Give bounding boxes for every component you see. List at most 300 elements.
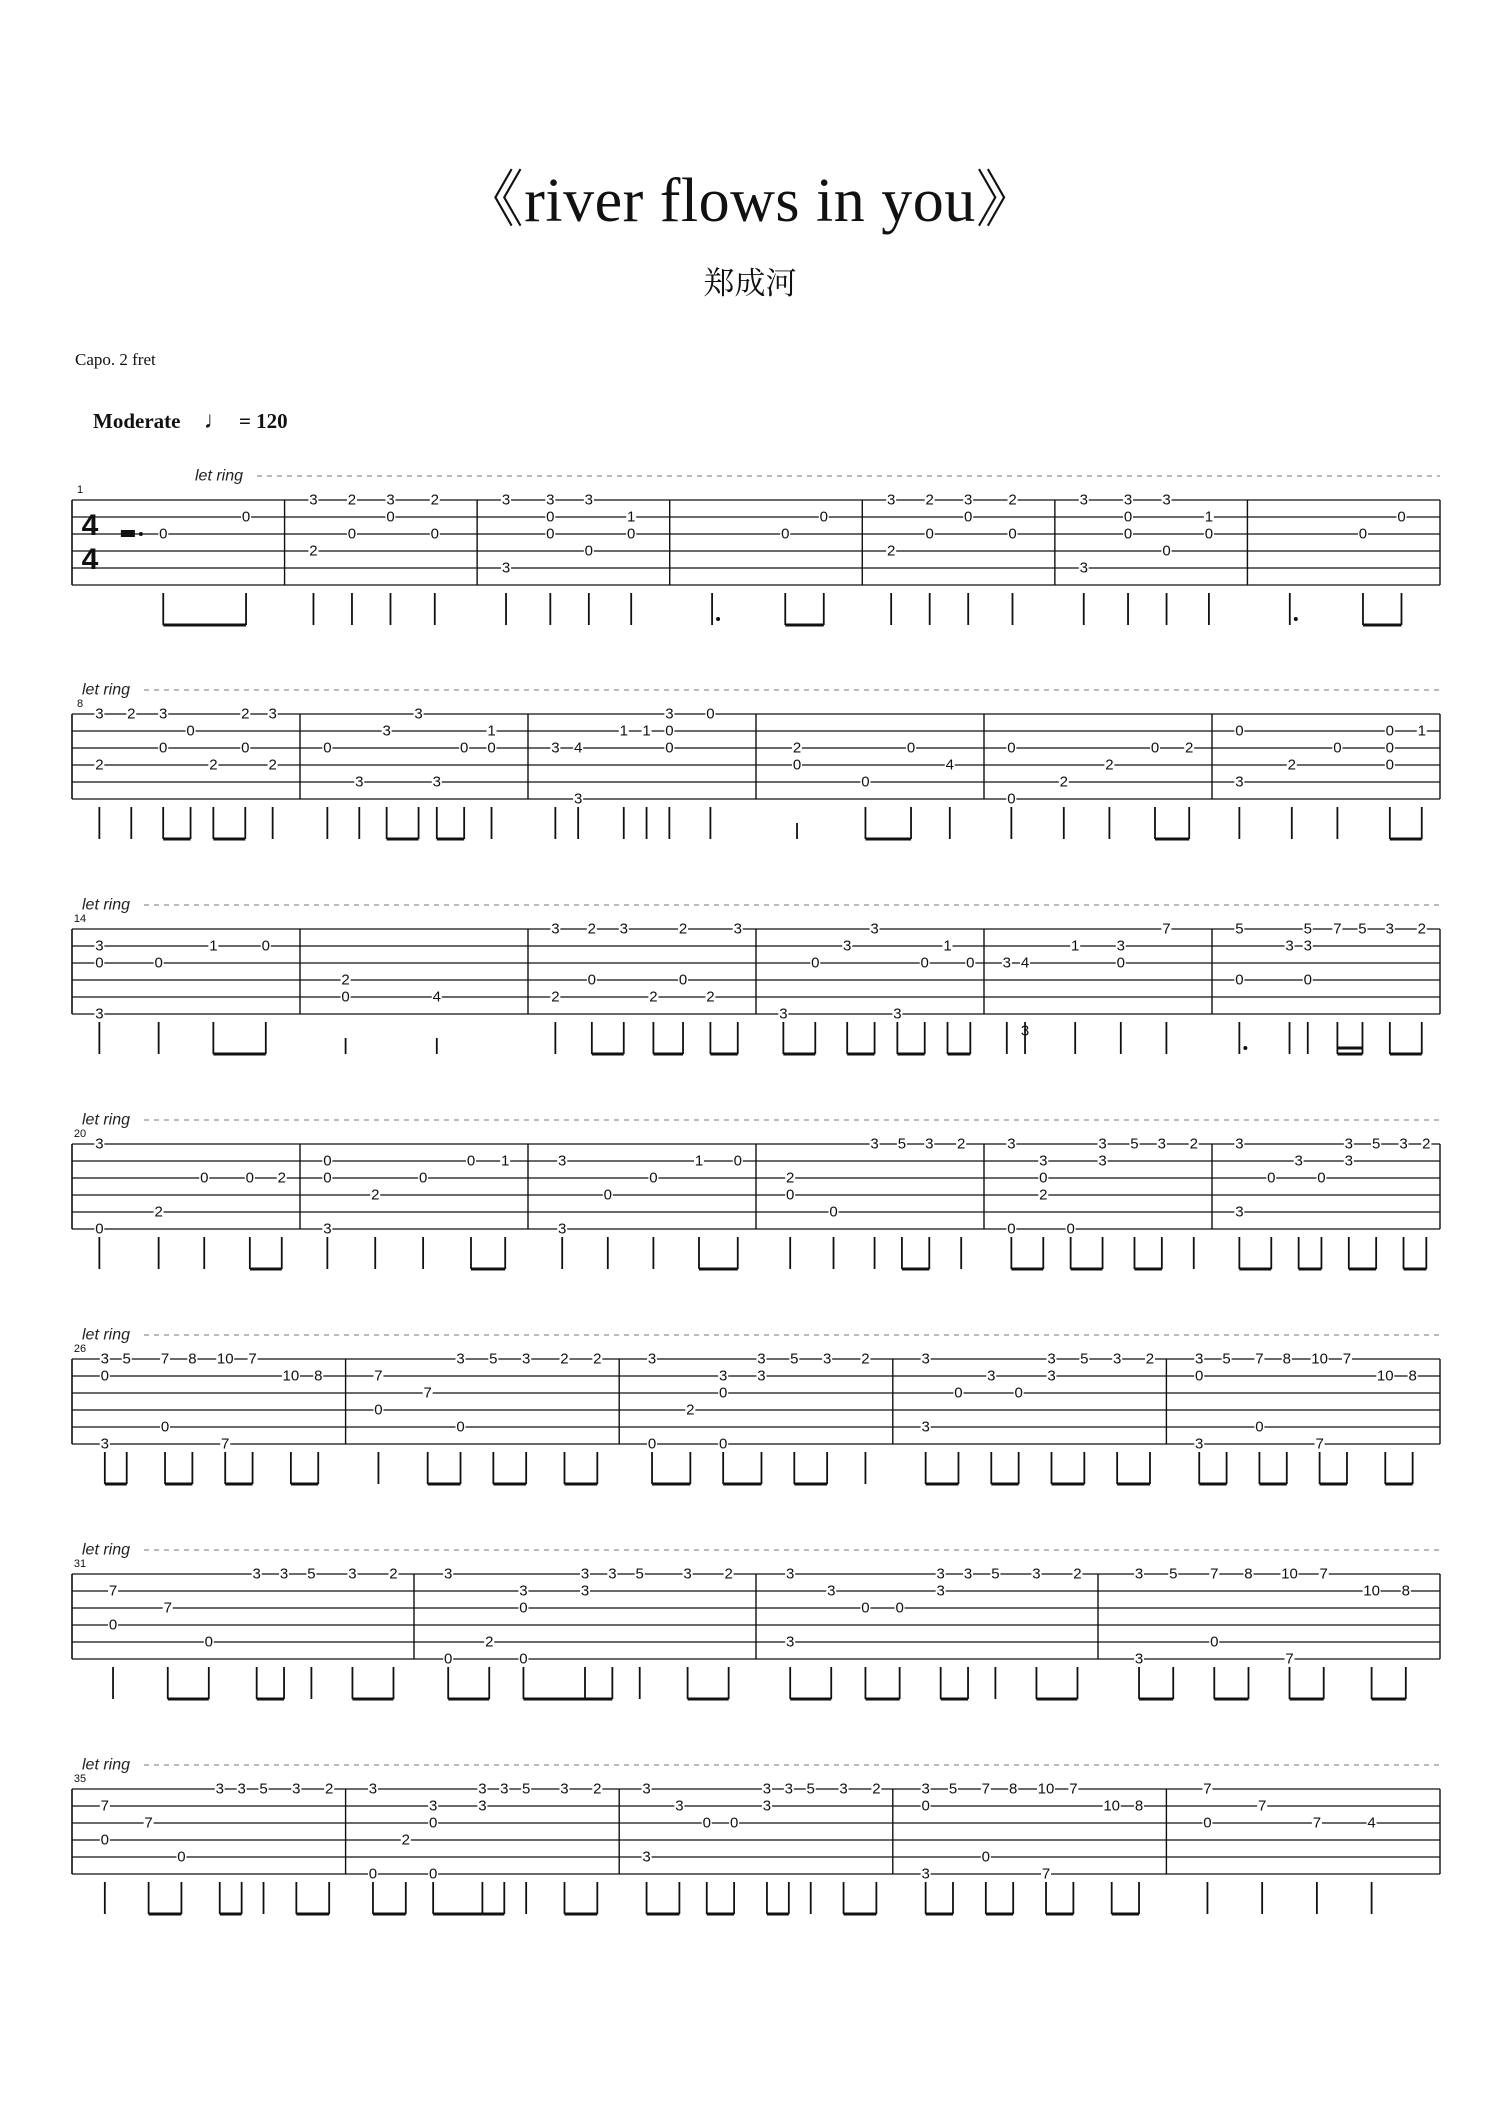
- fret-number: 3: [1032, 1565, 1041, 1583]
- fret-number: 0: [444, 1650, 453, 1668]
- fret-number: 3: [642, 1848, 651, 1866]
- fret-number: 2: [593, 1350, 602, 1368]
- fret-number: 0: [1333, 739, 1342, 757]
- fret-number: 0: [159, 525, 168, 543]
- fret-number: 0: [108, 1616, 118, 1634]
- fret-number: 5: [522, 1780, 531, 1798]
- fret-number: 7: [1162, 920, 1171, 938]
- fret-number: 5: [897, 1135, 907, 1153]
- fret-number: 5: [635, 1565, 644, 1583]
- let-ring-label: let ring: [82, 1111, 131, 1129]
- fret-number: 0: [241, 739, 250, 757]
- fret-number: 7: [1285, 1650, 1294, 1668]
- fret-number: 3: [839, 1780, 848, 1798]
- fret-number: 5: [1222, 1350, 1231, 1368]
- fret-number: 0: [819, 508, 828, 526]
- fret-number: 3: [558, 1152, 567, 1170]
- fret-number: 3: [519, 1582, 528, 1600]
- fret-number: 2: [1059, 773, 1068, 791]
- fret-number: 0: [603, 1186, 612, 1204]
- fret-number: 3: [560, 1780, 569, 1798]
- fret-number: 10: [1103, 1797, 1121, 1815]
- fret-number: 3: [870, 920, 879, 938]
- fret-number: 2: [925, 491, 934, 509]
- fret-number: 0: [347, 525, 357, 543]
- fret-number: 0: [966, 954, 975, 972]
- fret-number: 7: [1312, 1814, 1322, 1832]
- fret-number: 0: [466, 1152, 476, 1170]
- fret-number: 2: [1189, 1135, 1198, 1153]
- fret-number: 3: [386, 491, 395, 509]
- fret-number: 5: [1303, 920, 1312, 938]
- fret-number: 3: [936, 1565, 945, 1583]
- measure-number: 20: [73, 1128, 87, 1140]
- fret-number: 3: [1235, 1203, 1244, 1221]
- tab-system: [72, 1542, 1440, 1700]
- fret-number: 8: [1408, 1367, 1417, 1385]
- fret-number: 3: [456, 1350, 465, 1368]
- fret-number: 3: [501, 559, 511, 577]
- fret-number: 5: [806, 1780, 815, 1798]
- fret-number: 3: [1020, 1022, 1030, 1040]
- measure-number: 35: [73, 1773, 87, 1785]
- fret-number: 0: [1008, 525, 1017, 543]
- tab-system: [72, 682, 1440, 840]
- fret-number: 1: [501, 1152, 510, 1170]
- fret-number: 7: [1342, 1350, 1352, 1368]
- fret-number: 2: [154, 1203, 163, 1221]
- fret-number: 3: [1098, 1152, 1107, 1170]
- fret-number: 2: [1039, 1186, 1048, 1204]
- fret-number: 1: [209, 937, 218, 955]
- fret-number: 0: [386, 508, 395, 526]
- fret-number: 0: [487, 739, 496, 757]
- fret-number: 7: [221, 1435, 230, 1453]
- fret-number: 7: [374, 1367, 383, 1385]
- fret-number: 3: [786, 1565, 795, 1583]
- fret-number: 0: [925, 525, 934, 543]
- fret-number: 5: [790, 1350, 799, 1368]
- fret-number: 1: [1204, 508, 1214, 526]
- fret-number: 0: [341, 988, 350, 1006]
- fret-number: 3: [1195, 1435, 1204, 1453]
- song-title: 《river flows in you》: [461, 167, 1039, 235]
- fret-number: 3: [215, 1780, 224, 1798]
- fret-number: 3: [936, 1582, 945, 1600]
- tempo-value: = 120: [238, 409, 288, 433]
- capo-note: Capo. 2 fret: [75, 350, 156, 369]
- fret-number: 0: [1385, 739, 1395, 757]
- fret-number: 0: [100, 1831, 110, 1849]
- fret-number: 0: [1317, 1169, 1326, 1187]
- fret-number: 0: [1123, 508, 1133, 526]
- fret-number: 3: [1112, 1350, 1122, 1368]
- let-ring-label: let ring: [82, 681, 131, 699]
- fret-number: 3: [963, 1565, 973, 1583]
- fret-number: 2: [1008, 491, 1017, 509]
- fret-number: 10: [216, 1350, 234, 1368]
- fret-number: 3: [665, 705, 674, 723]
- fret-number: 0: [1235, 722, 1244, 740]
- fret-number: 3: [444, 1565, 453, 1583]
- fret-number: 5: [948, 1780, 958, 1798]
- fret-number: 3: [268, 705, 277, 723]
- fret-number: 3: [1116, 937, 1125, 955]
- fret-number: 2: [686, 1401, 695, 1419]
- fret-number: 2: [649, 988, 658, 1006]
- fret-number: 2: [560, 1350, 569, 1368]
- fret-number: 3: [558, 1220, 567, 1238]
- fret-number: 0: [1267, 1169, 1276, 1187]
- fret-number: 3: [784, 1780, 794, 1798]
- fret-number: 7: [1203, 1780, 1212, 1798]
- fret-number: 3: [478, 1780, 487, 1798]
- fret-number: 8: [188, 1350, 197, 1368]
- fret-number: 3: [355, 773, 364, 791]
- fret-number: 3: [1162, 491, 1171, 509]
- fret-number: 0: [921, 1797, 930, 1815]
- fret-number: 0: [261, 937, 270, 955]
- fret-number: 0: [920, 954, 929, 972]
- fret-number: 2: [430, 491, 439, 509]
- fret-number: 0: [718, 1384, 728, 1402]
- fret-number: 7: [1210, 1565, 1219, 1583]
- fret-number: 3: [478, 1797, 487, 1815]
- fret-number: 3: [843, 937, 852, 955]
- fret-number: 3: [501, 491, 511, 509]
- fret-number: 3: [786, 1633, 795, 1651]
- fret-number: 3: [642, 1780, 651, 1798]
- fret-number: 0: [733, 1152, 742, 1170]
- fret-number: 0: [430, 525, 439, 543]
- fret-number: 0: [160, 1418, 170, 1436]
- fret-number: 3: [921, 1350, 930, 1368]
- fret-number: 7: [1069, 1780, 1078, 1798]
- fret-number: 0: [647, 1435, 657, 1453]
- fret-number: 3: [95, 705, 104, 723]
- fret-number: 3: [893, 1005, 902, 1023]
- fret-number: 0: [1397, 508, 1406, 526]
- fret-number: 0: [1235, 971, 1244, 989]
- fret-number: 7: [423, 1384, 432, 1402]
- fret-number: 0: [786, 1186, 795, 1204]
- fret-number: 0: [829, 1203, 838, 1221]
- fret-number: 7: [108, 1582, 118, 1600]
- fret-number: 3: [1294, 1152, 1303, 1170]
- fret-number: 0: [368, 1865, 378, 1883]
- fret-number: 0: [649, 1169, 658, 1187]
- fret-number: 0: [459, 739, 469, 757]
- fret-number: 2: [241, 705, 250, 723]
- fret-number: 3: [323, 1220, 332, 1238]
- fret-number: 0: [729, 1814, 739, 1832]
- fret-number: 3: [1344, 1152, 1353, 1170]
- fret-number: 0: [1210, 1633, 1219, 1651]
- fret-number: 0: [1203, 1814, 1212, 1832]
- fret-number: 5: [122, 1350, 131, 1368]
- fret-number: 0: [519, 1650, 528, 1668]
- fret-number: 2: [347, 491, 357, 509]
- let-ring-label: let ring: [82, 1756, 131, 1774]
- fret-number: 0: [1358, 525, 1368, 543]
- fret-number: 3: [1039, 1152, 1048, 1170]
- fret-number: 0: [981, 1848, 990, 1866]
- fret-number: 5: [1358, 920, 1367, 938]
- fret-number: 0: [546, 508, 555, 526]
- time-signature-bottom: 4: [81, 543, 99, 576]
- tab-system: [72, 468, 1440, 626]
- fret-number: 3: [647, 1350, 657, 1368]
- fret-number: 3: [619, 920, 628, 938]
- fret-number: 7: [144, 1814, 153, 1832]
- fret-number: 2: [1145, 1350, 1155, 1368]
- fret-number: 0: [1014, 1384, 1023, 1402]
- fret-number: 3: [1235, 773, 1244, 791]
- fret-number: 0: [186, 722, 195, 740]
- fret-number: 0: [702, 1814, 711, 1832]
- fret-number: 5: [489, 1350, 498, 1368]
- fret-number: 0: [95, 1220, 104, 1238]
- fret-number: 3: [573, 790, 583, 808]
- fret-number: 0: [1255, 1418, 1264, 1436]
- quarter-note-icon: ♩: [203, 408, 228, 434]
- fret-number: 3: [762, 1797, 772, 1815]
- fret-number: 0: [200, 1169, 209, 1187]
- fret-number: 3: [432, 773, 441, 791]
- fret-number: 3: [1399, 1135, 1408, 1153]
- time-signature-top: 4: [81, 509, 99, 542]
- fret-number: 0: [1195, 1367, 1204, 1385]
- fret-number: 3: [1344, 1135, 1353, 1153]
- fret-number: 3: [762, 1780, 772, 1798]
- measure-number: 31: [73, 1558, 87, 1570]
- fret-number: 2: [706, 988, 715, 1006]
- fret-number: 3: [584, 491, 594, 509]
- fret-number: 5: [991, 1565, 1000, 1583]
- fret-number: 0: [1150, 739, 1160, 757]
- fret-number: 2: [678, 920, 688, 938]
- fret-number: 0: [519, 1599, 528, 1617]
- fret-number: 3: [580, 1582, 590, 1600]
- fret-number: 3: [1079, 559, 1088, 577]
- fret-number: 3: [1047, 1350, 1056, 1368]
- fret-number: 1: [619, 722, 628, 740]
- fret-number: 10: [1363, 1582, 1380, 1600]
- fret-number: 10: [282, 1367, 300, 1385]
- fret-number: 0: [1385, 722, 1395, 740]
- composer-name: 郑成河: [703, 266, 797, 302]
- fret-number: 2: [551, 988, 560, 1006]
- fret-number: 0: [418, 1169, 428, 1187]
- let-ring-label: let ring: [82, 896, 131, 914]
- fret-number: 0: [100, 1367, 110, 1385]
- fret-number: 0: [456, 1418, 465, 1436]
- fret-number: 0: [1385, 756, 1395, 774]
- fret-number: 0: [1066, 1220, 1075, 1238]
- fret-number: 4: [1367, 1814, 1376, 1832]
- fret-number: 3: [95, 937, 104, 955]
- fret-number: 0: [177, 1848, 186, 1866]
- fret-number: 10: [1281, 1565, 1298, 1583]
- fret-number: 3: [675, 1797, 684, 1815]
- fret-number: 0: [1204, 525, 1214, 543]
- fret-number: 0: [627, 525, 636, 543]
- fret-number: 3: [551, 739, 560, 757]
- fret-number: 1: [1417, 722, 1426, 740]
- fret-number: 0: [587, 971, 597, 989]
- fret-number: 0: [895, 1599, 904, 1617]
- fret-number: 3: [309, 491, 318, 509]
- fret-number: 1: [943, 937, 952, 955]
- fret-number: 0: [584, 542, 594, 560]
- fret-number: 3: [1235, 1135, 1244, 1153]
- fret-number: 2: [886, 542, 896, 560]
- fret-number: 0: [1303, 971, 1312, 989]
- fret-number: 0: [241, 508, 251, 526]
- fret-number: 3: [1098, 1135, 1107, 1153]
- fret-number: 10: [1311, 1350, 1328, 1368]
- fret-number: 7: [1315, 1435, 1324, 1453]
- fret-number: 3: [921, 1865, 930, 1883]
- fret-number: 0: [906, 739, 916, 757]
- fret-number: 3: [100, 1350, 110, 1368]
- fret-number: 3: [1007, 1135, 1016, 1153]
- fret-number: 0: [1007, 790, 1016, 808]
- fret-number: 5: [1371, 1135, 1381, 1153]
- fret-number: 8: [1282, 1350, 1291, 1368]
- fret-number: 2: [1185, 739, 1194, 757]
- measure-number: 14: [73, 913, 87, 925]
- fret-number: 0: [706, 705, 715, 723]
- fret-number: 5: [1130, 1135, 1139, 1153]
- fret-number: 2: [309, 542, 318, 560]
- fret-number: 0: [245, 1169, 255, 1187]
- rhythm-dot: [1294, 617, 1298, 621]
- fret-number: 0: [1007, 1220, 1016, 1238]
- fret-number: 3: [886, 491, 896, 509]
- tab-system: [72, 1757, 1440, 1915]
- fret-number: 2: [95, 756, 104, 774]
- fret-number: 0: [964, 508, 973, 526]
- fret-number: 0: [428, 1814, 438, 1832]
- fret-number: 2: [389, 1565, 398, 1583]
- fret-number: 3: [1047, 1367, 1056, 1385]
- measure-number: 1: [76, 484, 84, 496]
- fret-number: 0: [1039, 1169, 1048, 1187]
- fret-number: 2: [1105, 756, 1114, 774]
- fret-number: 2: [792, 739, 802, 757]
- fret-number: 3: [1385, 920, 1395, 938]
- fret-number: 3: [757, 1350, 766, 1368]
- fret-number: 3: [779, 1005, 788, 1023]
- let-ring-label: let ring: [82, 1326, 131, 1344]
- fret-number: 2: [325, 1780, 334, 1798]
- fret-number: 0: [95, 954, 104, 972]
- fret-number: 3: [827, 1582, 836, 1600]
- fret-number: 3: [1303, 937, 1312, 955]
- let-ring-label: let ring: [195, 467, 244, 485]
- fret-number: 1: [694, 1152, 704, 1170]
- fret-number: 3: [1134, 1650, 1144, 1668]
- fret-number: 3: [279, 1565, 289, 1583]
- fret-number: 0: [1123, 525, 1133, 543]
- fret-number: 3: [925, 1135, 934, 1153]
- fret-number: 2: [957, 1135, 966, 1153]
- fret-number: 10: [1037, 1780, 1055, 1798]
- fret-number: 3: [608, 1565, 617, 1583]
- fret-number: 2: [1073, 1565, 1082, 1583]
- fret-number: 3: [1195, 1350, 1204, 1368]
- tab-system: [72, 1327, 1440, 1485]
- rhythm-dot: [1243, 1046, 1247, 1050]
- fret-number: 3: [1002, 954, 1011, 972]
- fret-number: 3: [159, 705, 168, 723]
- fret-number: 3: [870, 1135, 879, 1153]
- let-ring-label: let ring: [82, 1541, 131, 1559]
- fret-number: 0: [718, 1435, 728, 1453]
- fret-number: 2: [268, 756, 277, 774]
- fret-number: 3: [292, 1780, 301, 1798]
- rest-symbol: [121, 530, 135, 537]
- fret-number: 3: [348, 1565, 357, 1583]
- fret-number: 3: [252, 1565, 261, 1583]
- fret-number: 7: [248, 1350, 257, 1368]
- fret-number: 0: [811, 954, 820, 972]
- fret-number: 0: [665, 739, 674, 757]
- tempo-label: Moderate: [93, 409, 181, 433]
- fret-number: 2: [587, 920, 597, 938]
- fret-number: 8: [1134, 1797, 1144, 1815]
- fret-number: 5: [259, 1780, 268, 1798]
- fret-number: 3: [964, 491, 973, 509]
- fret-number: 7: [1319, 1565, 1328, 1583]
- fret-number: 10: [1376, 1367, 1394, 1385]
- fret-number: 0: [1116, 954, 1125, 972]
- fret-number: 8: [314, 1367, 323, 1385]
- fret-number: 2: [786, 1169, 795, 1187]
- fret-number: 3: [95, 1005, 104, 1023]
- fret-number: 3: [500, 1780, 509, 1798]
- fret-number: 3: [1123, 491, 1133, 509]
- fret-number: 3: [580, 1565, 590, 1583]
- fret-number: 7: [100, 1797, 110, 1815]
- fret-number: 2: [401, 1831, 410, 1849]
- fret-number: 1: [642, 722, 651, 740]
- fret-number: 3: [382, 722, 391, 740]
- fret-number: 0: [781, 525, 790, 543]
- fret-number: 2: [485, 1633, 494, 1651]
- fret-number: 3: [546, 491, 555, 509]
- fret-number: 0: [1007, 739, 1016, 757]
- fret-number: 2: [127, 705, 136, 723]
- fret-number: 5: [1169, 1565, 1178, 1583]
- fret-number: 0: [323, 1169, 332, 1187]
- fret-number: 0: [204, 1633, 213, 1651]
- fret-number: 0: [1162, 542, 1171, 560]
- rest-dot: [139, 532, 143, 536]
- fret-number: 3: [1157, 1135, 1167, 1153]
- fret-number: 3: [95, 1135, 104, 1153]
- fret-number: 0: [678, 971, 688, 989]
- fret-number: 1: [487, 722, 496, 740]
- fret-number: 3: [921, 1418, 930, 1436]
- fret-number: 3: [428, 1797, 438, 1815]
- fret-number: 0: [323, 1152, 332, 1170]
- fret-number: 2: [593, 1780, 602, 1798]
- fret-number: 2: [724, 1565, 733, 1583]
- fret-number: 2: [872, 1780, 881, 1798]
- fret-number: 0: [954, 1384, 963, 1402]
